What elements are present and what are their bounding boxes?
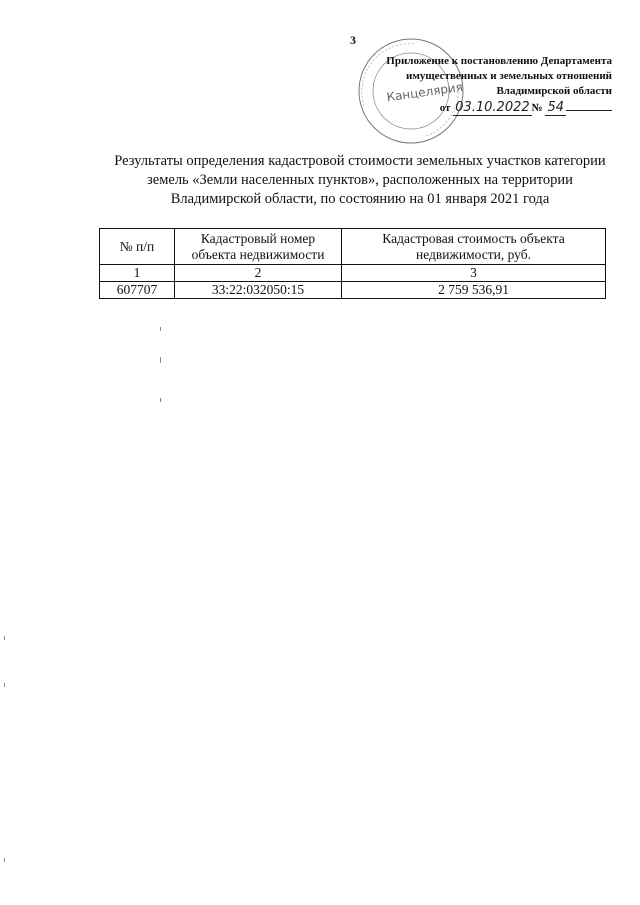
title-line-3: Владимирской области, по состоянию на 01 января 2021 года [170, 191, 550, 207]
column-number-1: 1 [100, 265, 175, 282]
header-number: № п/п [100, 229, 175, 265]
row-id: 607707 [100, 282, 175, 299]
number-prefix: № [531, 102, 543, 114]
title-line-1: Результаты определения кадастровой стоимости земельных участков категории [114, 153, 606, 169]
date-prefix: от [439, 102, 451, 114]
row-cadastral-value: 2 759 536,91 [342, 282, 606, 299]
stamp-center-text: Канцелярия [385, 79, 464, 105]
appendix-block [352, 54, 612, 116]
header-cadastral-value: Кадастровая стоимость объекта недвижимости, руб. [342, 229, 606, 265]
scan-speck [4, 858, 5, 862]
column-number-2: 2 [175, 265, 342, 282]
scan-speck [160, 327, 161, 331]
scan-speck [4, 683, 5, 687]
page-number: 3 [350, 33, 356, 47]
scan-speck [160, 357, 161, 363]
appendix-line-2: имущественных и земельных отношений [406, 70, 612, 82]
appendix-line-1: Приложение к постановлению Департамента [386, 55, 612, 67]
header-cadastral-number: Кадастровый номер объекта недвижимости [175, 229, 342, 265]
title-line-2: земель «Земли населенных пунктов», расположенных на территории [147, 172, 573, 188]
appendix-line-3: Владимирской области [496, 85, 612, 97]
cadastral-value-table [99, 228, 606, 299]
document-title [80, 152, 640, 209]
date-value: 03.10.2022 [455, 100, 530, 115]
table-column-number-row [100, 265, 606, 282]
signature-line [566, 99, 612, 111]
row-cadastral-number: 33:22:032050:15 [175, 282, 342, 299]
scan-speck [4, 636, 5, 640]
appendix-date-row [352, 99, 612, 116]
scan-speck [160, 398, 161, 402]
table-row [100, 282, 606, 299]
number-value: 54 [547, 100, 564, 115]
column-number-3: 3 [342, 265, 606, 282]
table-header-row [100, 229, 606, 265]
